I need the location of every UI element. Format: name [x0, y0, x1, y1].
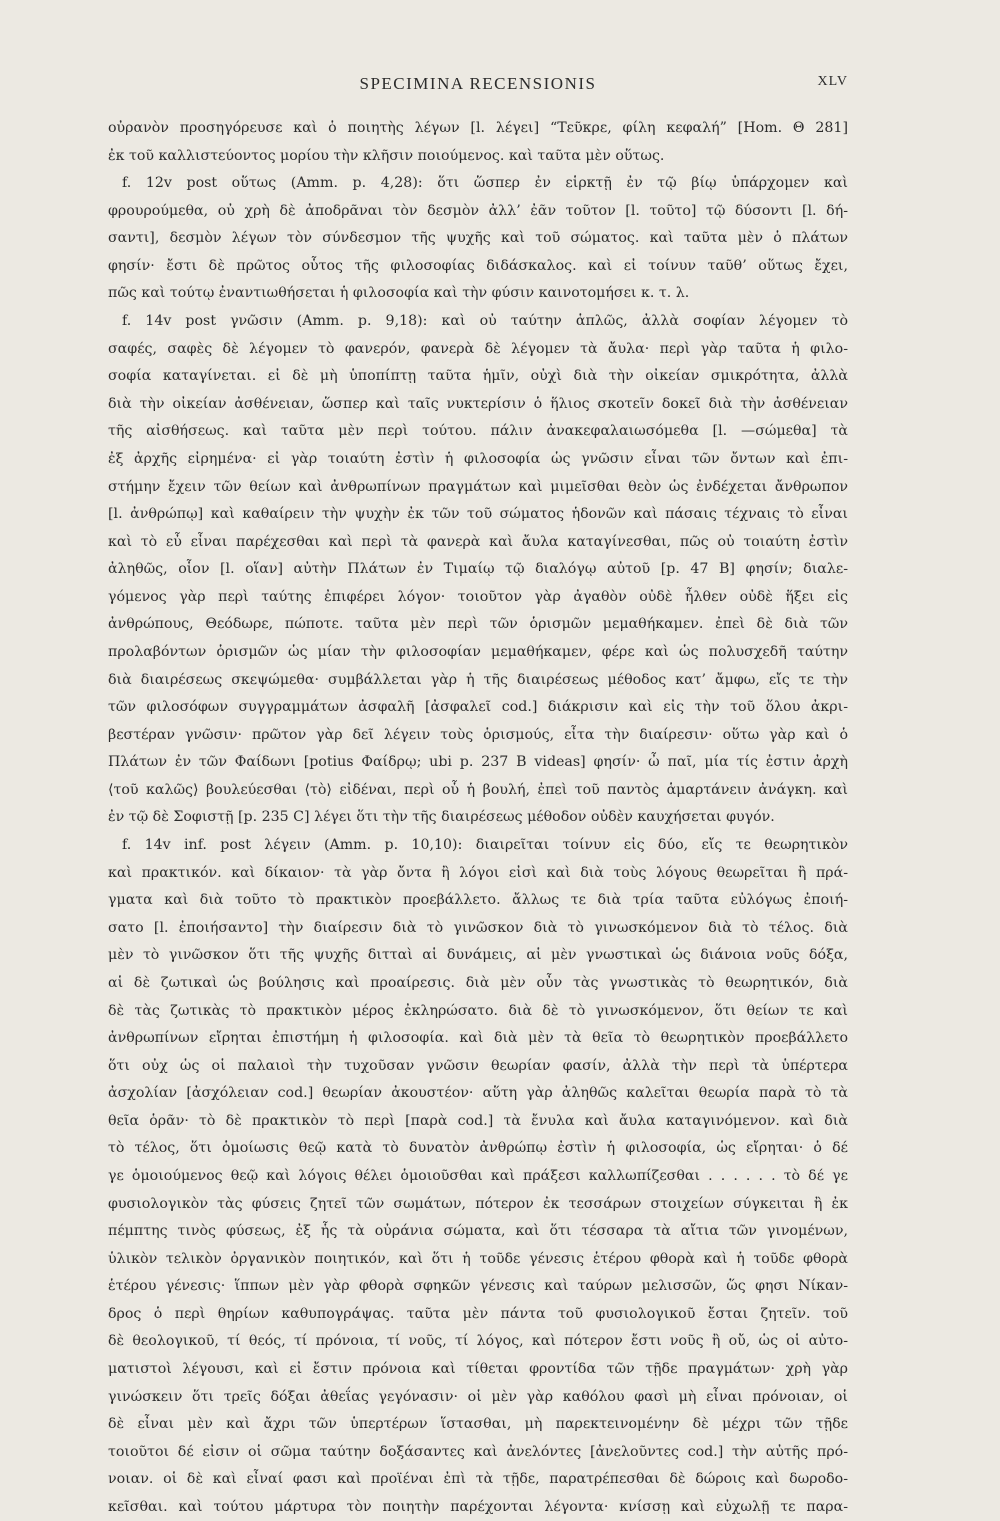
- text-line: σατο [l. ἐποιήσαντο] τὴν διαίρεσιν διὰ τὸ γινῶσκον διὰ τὸ γινωσκόμενον διὰ τὸ τέλος. διὰ: [108, 919, 848, 936]
- text-body: [108, 115, 848, 1521]
- text-line: δὲ εἶναι μὲν καὶ ἄχρι τῶν ὑπερτέρων ἵστασθαι, μὴ παρεκτεινομένην δὲ μέχρι τῶν τῇδε: [108, 1416, 848, 1433]
- text-line: καὶ τὸ εὖ εἶναι παρέχεσθαι καὶ περὶ τὰ φανερὰ καὶ ἄυλα καταγίνεσθαι, πῶς οὐ τοιαύτη ἐστὶν: [108, 533, 848, 550]
- text-line: Πλάτων ἐν τῶν Φαίδωνι [potius Φαίδρῳ; ubi p. 237 B videas] φησίν· ὦ παῖ, μία τίς ἐστιν ἀρχὴ: [108, 754, 848, 771]
- text-line: μὲν τὸ γινῶσκον ὅτι τῆς ψυχῆς διτταὶ αἱ δυνάμεις, αἱ μὲν γνωστικαὶ ὡς διάνοια νοῦς δόξα,: [108, 947, 848, 964]
- text-line: διὰ τὴν οἰκείαν ἀσθένειαν, ὥσπερ καὶ ταῖς νυκτερίσιν ὁ ἥλιος σκοτεῖν δοκεῖ διὰ τὴν ἀσθένειαν: [108, 395, 848, 412]
- text-line: βεστέραν γνῶσιν· πρῶτον γὰρ δεῖ λέγειν τοὺς ὁρισμούς, εἶτα τὴν διαίρεσιν· οὕτω γὰρ καὶ ὁ: [108, 726, 848, 743]
- text-line: ἐκ τοῦ καλλιστεύοντος μορίου τὴν κλῆσιν ποιούμενος. καὶ ταῦτα μὲν οὕτως.: [108, 147, 665, 164]
- text-line: ⟨τοῦ καλῶς⟩ βουλεύεσθαι ⟨τὸ⟩ εἰδέναι, περὶ οὗ ἡ βουλή, ἐπεὶ τοῦ παντὸς ἁμαρτάνειν ἀνάγκη. καὶ: [108, 781, 848, 798]
- text-line: ἐν τῷ δὲ Σοφιστῇ [p. 235 C] λέγει ὅτι τὴν τῆς διαιρέσεως μέθοδον οὐδὲν καυχήσεται φυγόν.: [108, 809, 775, 826]
- text-line: ἑτέρου γένεσις· ἵππων μὲν γὰρ φθορὰ σφηκῶν γένεσις καὶ ταύρων μελισσῶν, ὥς φησι Νίκαν-: [108, 1278, 848, 1295]
- text-line: f. 14v post γνῶσιν (Amm. p. 9,18): καὶ οὐ ταύτην ἁπλῶς, ἀλλὰ σοφίαν λέγομεν τὸ: [122, 313, 848, 330]
- text-line: κεῖσθαι. καὶ τούτου μάρτυρα τὸν ποιητὴν παρέχονται λέγοντα· κνίσσῃ καὶ εὐχωλῇ τε παρα-: [108, 1498, 848, 1515]
- text-line: θεῖα ὁρᾶν· τὸ δὲ πρακτικὸν τὸ περὶ [παρὰ cod.] τὰ ἔνυλα καὶ ἄυλα καταγινόμενον. καὶ διὰ: [108, 1112, 848, 1129]
- page-header: [108, 74, 848, 96]
- text-line: προλαβόντων ὁρισμῶν ὡς μίαν τὴν φιλοσοφίαν μεμαθήκαμεν, φέρε καὶ ὡς πολυσχεδῆ ταύτην: [108, 643, 848, 660]
- text-line: σαφές, σαφὲς δὲ λέγομεν τὸ φανερόν, φανερὰ δὲ λέγομεν τὰ ἄυλα· περὶ γὰρ ταῦτα ἡ φιλο-: [108, 340, 848, 357]
- text-line: δὲ θεολογικοῦ, τί θεός, τί πρόνοια, τί νοῦς, τί λόγος, καὶ πότερον ἔστι νοῦς ἢ οὔ, ὡς οἱ αὐτο-: [108, 1333, 848, 1350]
- text-line: γε ὁμοιούμενος θεῷ καὶ λόγοις θέλει ὁμοιοῦσθαι καὶ πράξεσι καλλωπίζεσθαι . . . . . . τὸ δέ γε: [108, 1167, 848, 1184]
- text-line: πῶς καὶ τούτῳ ἐναντιωθήσεται ἡ φιλοσοφία καὶ τὴν φύσιν καινοτομήσει κ. τ. λ.: [108, 285, 690, 302]
- text-line: οὐρανὸν προσηγόρευσε καὶ ὁ ποιητὴς λέγων [l. λέγει] “Τεῦκρε, φίλη κεφαλή” [Hom. Θ 281]: [108, 120, 848, 136]
- text-line: f. 14v inf. post λέγειν (Amm. p. 10,10): διαιρεῖται τοίνυν εἰς δύο, εἴς τε θεωρητικὸν: [122, 837, 848, 854]
- text-line: σαντι], δεσμὸν λέγων τὸν σύνδεσμον τῆς ψυχῆς καὶ τοῦ σώματος. καὶ ταῦτα μὲν ὁ πλάτων: [108, 230, 848, 247]
- text-line: αἱ δὲ ζωτικαὶ ὡς βούλησις καὶ προαίρεσις. διὰ μὲν οὖν τὰς γνωστικὰς τὸ θεωρητικόν, διὰ: [108, 974, 848, 991]
- text-line: ματιστοὶ λέγουσι, καὶ εἰ ἔστιν πρόνοια καὶ τίθεται φροντίδα τῶν τῇδε πραγμάτων· χρὴ γὰρ: [108, 1361, 848, 1378]
- text-line: ἐξ ἀρχῆς εἰρημένα· εἰ γὰρ τοιαύτη ἐστὶν ἡ φιλοσοφία ὡς γνῶσιν εἶναι τῶν ὄντων καὶ ἐπι-: [108, 450, 848, 467]
- text-line: ἀνθρώπους, Θεόδωρε, πώποτε. ταῦτα μὲν περὶ τῶν ὁρισμῶν μεμαθήκαμεν. ἐπεὶ δὲ διὰ τῶν: [108, 616, 848, 633]
- text-line: τὸ τέλος, ὅτι ὁμοίωσις θεῷ κατὰ τὸ δυνατὸν ἀνθρώπῳ ἐστὶν ἡ φιλοσοφία, ὡς εἴρηται· ὁ δέ: [108, 1140, 848, 1157]
- text-line: φησίν· ἔστι δὲ πρῶτος οὗτος τῆς φιλοσοφίας διδάσκαλος. καὶ εἰ τοίνυν ταῦθ’ οὕτως ἔχει,: [108, 257, 848, 274]
- text-line: σοφία καταγίνεται. εἰ δὲ μὴ ὑποπίπτῃ ταῦτα ἡμῖν, οὐχὶ διὰ τὴν οἰκείαν σμικρότητα, ἀλλὰ: [108, 368, 848, 385]
- text-line: πέμπτης τινὸς φύσεως, ἐξ ἧς τὰ οὐράνια σώματα, καὶ ὅτι τέσσαρα τὰ αἴτια τῶν γινομένων,: [108, 1223, 848, 1240]
- text-line: τοιοῦτοι δέ εἰσιν οἱ σῶμα ταύτην δοξάσαντες καὶ ἀνελόντες [ἀνελοῦντες cod.] τὴν αὐτῆς πρό-: [108, 1443, 848, 1460]
- text-line: γματα καὶ διὰ τοῦτο τὸ πρακτικὸν προεβάλλετο. ἄλλως τε διὰ τρία ταῦτα εὐλόγως ἐποιή-: [108, 892, 848, 909]
- text-line: ὑλικὸν τελικὸν ὀργανικὸν ποιητικόν, καὶ ὅτι ἡ τοῦδε γένεσις ἑτέρου φθορὰ καὶ ἡ τοῦδε φθορὰ: [108, 1250, 848, 1267]
- text-line: καὶ πρακτικόν. καὶ δίκαιον· τὰ γὰρ ὄντα ἢ λόγοι εἰσὶ καὶ διὰ τοὺς λόγους θεωρεῖται ἢ πρά-: [108, 864, 848, 881]
- text-line: ἀληθῶς, οἷον [l. οἵαν] αὐτὴν Πλάτων ἐν Τιμαίῳ τῷ διαλόγῳ αὐτοῦ [p. 47 B] φησίν; διαλε-: [108, 561, 848, 578]
- text-line: δρος ὁ περὶ θηρίων καθυπογράψας. ταῦτα μὲν πάντα τοῦ φυσιολογικοῦ ἔσται ζητεῖν. τοῦ: [108, 1305, 848, 1322]
- text-line: τῶν φιλοσόφων συγγραμμάτων ἀσφαλῆ [ἀσφαλεῖ cod.] διάκρισιν καὶ εἰς τὴν τοῦ ὅλου ἀκρι-: [108, 699, 848, 716]
- text-line: ὅτι οὐχ ὡς οἱ παλαιοὶ τὴν τυχοῦσαν γνῶσιν θεωρίαν φασίν, ἀλλὰ τὴν περὶ τὰ ὑπέρτερα: [108, 1057, 848, 1074]
- text-line: [l. ἀνθρώπῳ] καὶ καθαίρειν τὴν ψυχὴν ἐκ τῶν τοῦ σώματος ἡδονῶν καὶ πάσαις τέχναις τὸ εἶναι: [108, 506, 848, 523]
- text-line: φυσιολογικὸν τὰς φύσεις ζητεῖ τῶν σωμάτων, πότερον ἐκ τεσσάρων στοιχείων σύγκειται ἢ ἐκ: [108, 1195, 848, 1212]
- text-line: γόμενος γὰρ περὶ ταύτης ἐπιφέρει λόγον· τοιοῦτον γὰρ ἀγαθὸν οὐδὲ ἦλθεν οὐδὲ ἥξει εἰς: [108, 588, 848, 605]
- text-line: ἀνθρωπίνων εἴρηται ἐπιστήμη ἡ φιλοσοφία. καὶ διὰ μὲν τὰ θεῖα τὸ θεωρητικὸν προεβάλλετο: [108, 1030, 848, 1047]
- page-number: XLV: [817, 74, 848, 89]
- text-line: τῆς αἰσθήσεως. καὶ ταῦτα μὲν περὶ τούτου. πάλιν ἀνακεφαλαιωσόμεθα [l. —σώμεθα] τὰ: [108, 423, 848, 440]
- text-line: νοιαν. οἱ δὲ καὶ εἶναί φασι καὶ προϊέναι ἐπὶ τὰ τῇδε, παρατρέπεσθαι δὲ δώροις καὶ δωροδο-: [108, 1471, 848, 1488]
- text-line: γινώσκειν ὅτι τρεῖς δόξαι ἀθεΐας γεγόνασιν· οἱ μὲν γὰρ καθόλου φασὶ μὴ εἶναι πρόνοιαν, οἱ: [108, 1388, 848, 1405]
- text-line: διὰ διαιρέσεως σκεψώμεθα· συμβάλλεται γὰρ ἡ τῆς διαιρέσεως μέθοδος κατ’ ἄμφω, εἴς τε τὴν: [108, 671, 848, 688]
- text-line: ἀσχολίαν [ἀσχόλειαν cod.] θεωρίαν ἀκουστέον· αὕτη γὰρ ἀληθῶς καλεῖται θεωρία παρὰ τὸ τὰ: [108, 1085, 848, 1102]
- running-title: SPECIMINA RECENSIONIS: [359, 74, 597, 93]
- text-line: φρουρούμεθα, οὐ χρὴ δὲ ἀποδρᾶναι τὸν δεσμὸν ἀλλ’ ἐᾶν τοῦτον [l. τοῦτο] τῷ δύσοντι [l. δή-: [108, 202, 848, 219]
- text-line: στήμην ἔχειν τῶν θείων καὶ ἀνθρωπίνων πραγμάτων καὶ μιμεῖσθαι θεὸν ὡς ἐνδέχεται ἄνθρωπον: [108, 478, 848, 495]
- text-line: δὲ τὰς ζωτικὰς τὸ πρακτικὸν μέρος ἐκληρώσατο. διὰ δὲ τὸ γινωσκόμενον, ὅτι θείων τε καὶ: [108, 1002, 848, 1019]
- text-line: f. 12v post οὕτως (Amm. p. 4,28): ὅτι ὥσπερ ἐν εἱρκτῇ ἐν τῷ βίῳ ὑπάρχομεν καὶ: [122, 175, 848, 192]
